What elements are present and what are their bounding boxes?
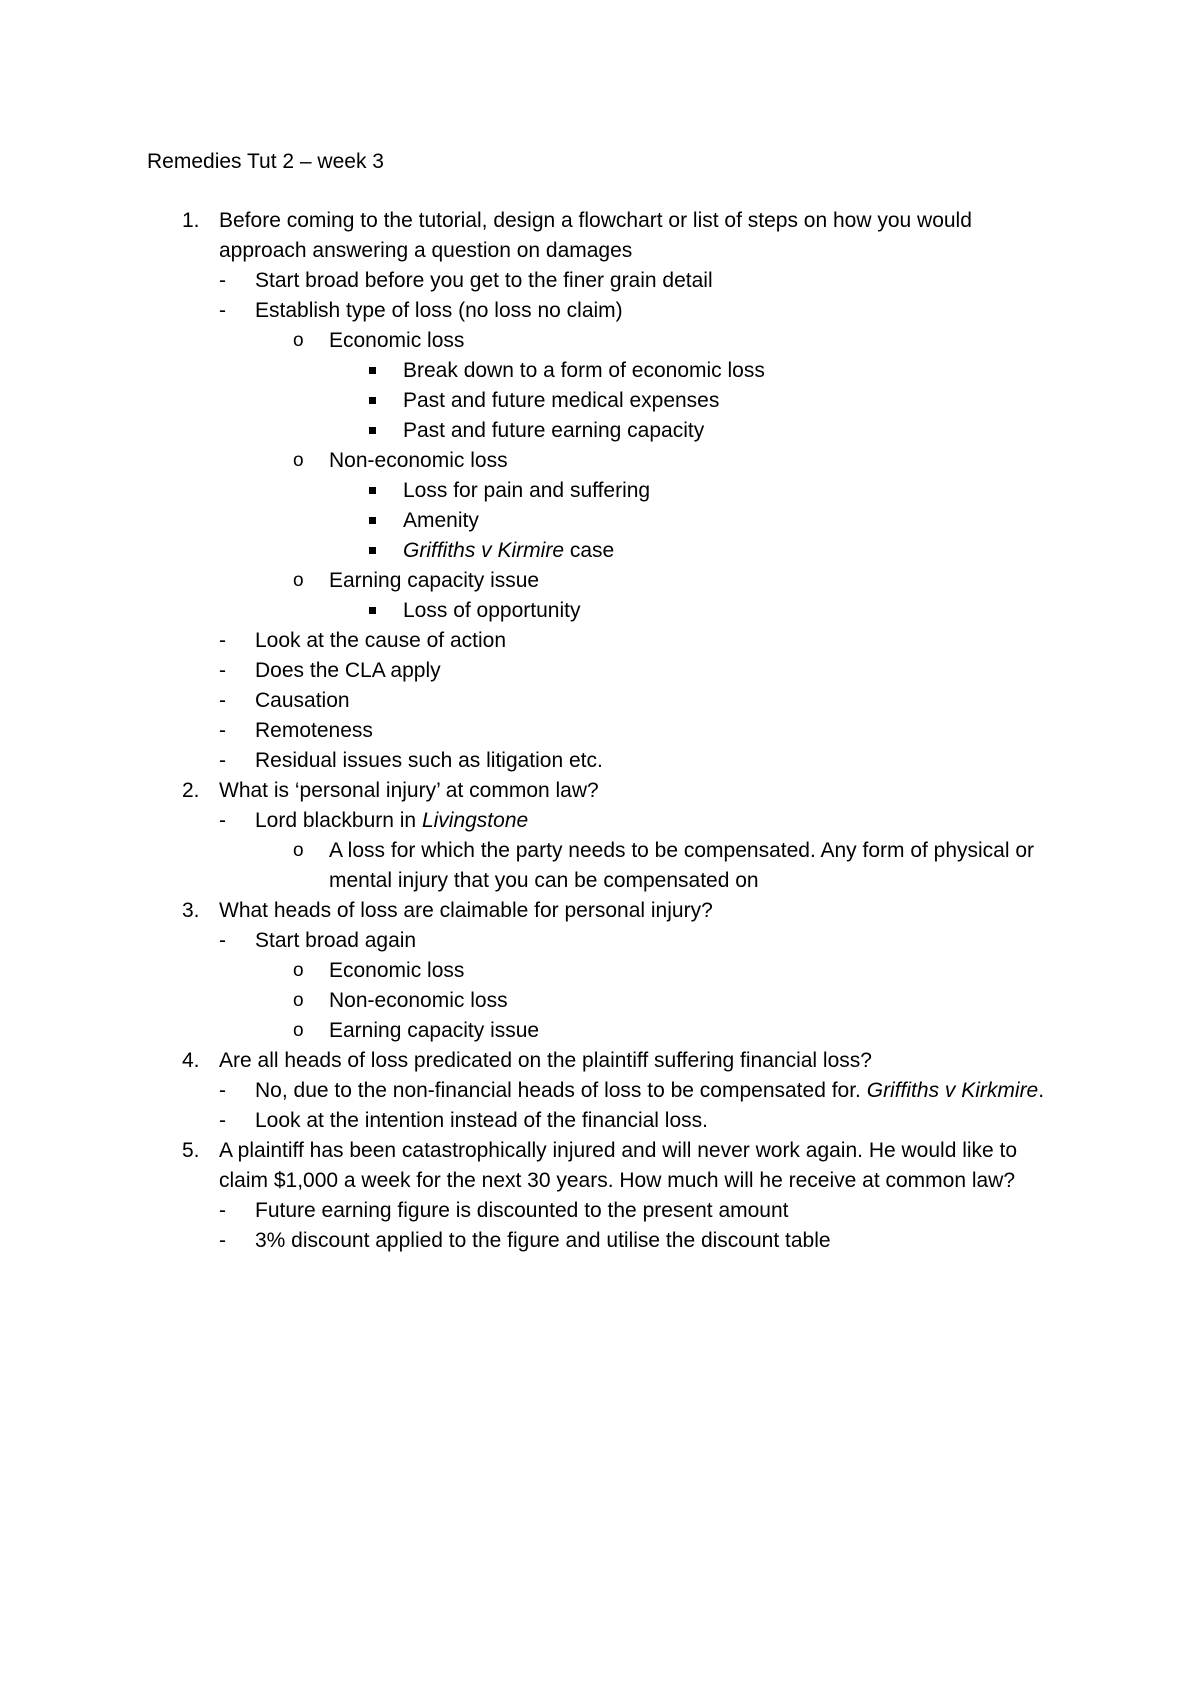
bullet-item [0, 656, 1200, 686]
dash-marker: - [219, 1199, 226, 1222]
dash-marker: - [219, 689, 226, 712]
square-bullet-icon [369, 367, 376, 374]
question-list [0, 206, 1200, 1256]
sub-sub-item [0, 356, 1200, 386]
sub-item-text: Non-economic loss [329, 989, 508, 1012]
question-number: 5. [182, 1139, 200, 1162]
sub-sub-item-text: Past and future earning capacity [403, 419, 705, 442]
square-bullet-icon [369, 427, 376, 434]
circle-marker: o [293, 570, 304, 591]
bullet-item [0, 626, 1200, 656]
sub-sub-item [0, 596, 1200, 626]
dash-marker: - [219, 1079, 226, 1102]
sub-sub-item-text: Loss of opportunity [403, 599, 581, 622]
question-4 [0, 1046, 1200, 1076]
sub-sub-item-text: Loss for pain and suffering [403, 479, 651, 502]
question-2 [0, 776, 1200, 806]
bullet-text: Establish type of loss (no loss no claim) [255, 299, 623, 322]
sub-sub-item [0, 416, 1200, 446]
bullet-item [0, 716, 1200, 746]
sub-item-text: Economic loss [329, 959, 465, 982]
square-bullet-icon [369, 487, 376, 494]
bullet-item [0, 1196, 1200, 1226]
dash-marker: - [219, 629, 226, 652]
sub-item [0, 956, 1200, 986]
bullet-item [0, 1076, 1200, 1106]
sub-sub-item-text: Past and future medical expenses [403, 389, 720, 412]
bullet-item [0, 686, 1200, 716]
sub-sub-item [0, 506, 1200, 536]
question-text: Before coming to the tutorial, design a flowchart or list of steps on how you would approach answering a question on damages [219, 209, 972, 262]
square-bullet-icon [369, 517, 376, 524]
circle-marker: o [293, 450, 304, 471]
bullet-text: Residual issues such as litigation etc. [255, 749, 603, 772]
sub-item [0, 986, 1200, 1016]
document-title: Remedies Tut 2 – week 3 [147, 150, 384, 173]
circle-marker: o [293, 330, 304, 351]
question-text: What heads of loss are claimable for personal injury? [219, 899, 713, 922]
sub-item [0, 566, 1200, 596]
sub-sub-item [0, 476, 1200, 506]
bullet-text [0, 806, 1200, 836]
bullet-text: Start broad before you get to the finer grain detail [255, 269, 713, 292]
bullet-prefix: Lord blackburn in [255, 809, 422, 832]
question-5 [0, 1136, 1200, 1196]
question-number: 3. [182, 899, 200, 922]
bullet-text [255, 1076, 1095, 1106]
bullet-text: Look at the intention instead of the financial loss. [255, 1109, 708, 1132]
bullet-item [0, 266, 1200, 296]
sub-sub-item [0, 536, 1200, 566]
sub-item-text: Earning capacity issue [329, 569, 540, 592]
case-name: Griffiths v Kirkmire [866, 1079, 1039, 1102]
bullet-text: Does the CLA apply [255, 659, 441, 682]
sub-item [0, 1016, 1200, 1046]
question-number: 2. [182, 779, 200, 802]
bullet-item [0, 806, 1200, 836]
sub-item-text: Non-economic loss [329, 449, 508, 472]
bullet-text: 3% discount applied to the figure and utilise the discount table [255, 1229, 831, 1252]
sub-sub-item-text [0, 536, 1200, 566]
bullet-item [0, 926, 1200, 956]
case-name: Griffiths v Kirmire [403, 539, 565, 562]
dash-marker: - [219, 299, 226, 322]
sub-item-text: Earning capacity issue [329, 1019, 540, 1042]
circle-marker: o [293, 960, 304, 981]
bullet-text: Future earning figure is discounted to the present amount [255, 1199, 789, 1222]
sub-item [0, 446, 1200, 476]
question-text: Are all heads of loss predicated on the plaintiff suffering financial loss? [219, 1049, 872, 1072]
sub-item-text: Economic loss [329, 329, 465, 352]
bullet-item [0, 1226, 1200, 1256]
dash-marker: - [219, 929, 226, 952]
question-number: 4. [182, 1049, 200, 1072]
circle-marker: o [293, 990, 304, 1011]
case-suffix: case [564, 539, 615, 562]
bullet-item [0, 296, 1200, 326]
bullet-text: Look at the cause of action [255, 629, 507, 652]
sub-sub-item-text: Break down to a form of economic loss [403, 359, 765, 382]
dash-marker: - [219, 1229, 226, 1252]
sub-sub-item [0, 386, 1200, 416]
square-bullet-icon [369, 607, 376, 614]
dash-marker: - [219, 809, 226, 832]
dash-marker: - [219, 269, 226, 292]
bullet-item [0, 1106, 1200, 1136]
question-text: What is ‘personal injury’ at common law? [219, 779, 599, 802]
question-1 [0, 206, 1200, 266]
dash-marker: - [219, 659, 226, 682]
bullet-prefix: No, due to the non-financial heads of loss to be compensated for. [255, 1079, 867, 1102]
sub-item [0, 836, 1200, 896]
square-bullet-icon [369, 547, 376, 554]
square-bullet-icon [369, 397, 376, 404]
circle-marker: o [293, 840, 304, 861]
bullet-item [0, 746, 1200, 776]
bullet-text: Start broad again [255, 929, 417, 952]
bullet-suffix: . [1038, 1079, 1045, 1102]
dash-marker: - [219, 1109, 226, 1132]
question-text: A plaintiff has been catastrophically injured and will never work again. He would like to claim $1,000 a week for the next 30 years. How much will he receive at common law? [219, 1139, 1018, 1192]
sub-item [0, 326, 1200, 356]
dash-marker: - [219, 719, 226, 742]
bullet-text: Remoteness [255, 719, 373, 742]
sub-item-text: A loss for which the party needs to be compensated. Any form of physical or mental injury that you can be compensated on [329, 839, 1035, 892]
question-3 [0, 896, 1200, 926]
circle-marker: o [293, 1020, 304, 1041]
question-number: 1. [182, 209, 200, 232]
bullet-text: Causation [255, 689, 350, 712]
dash-marker: - [219, 749, 226, 772]
case-name: Livingstone [421, 809, 529, 832]
sub-sub-item-text: Amenity [403, 509, 479, 532]
